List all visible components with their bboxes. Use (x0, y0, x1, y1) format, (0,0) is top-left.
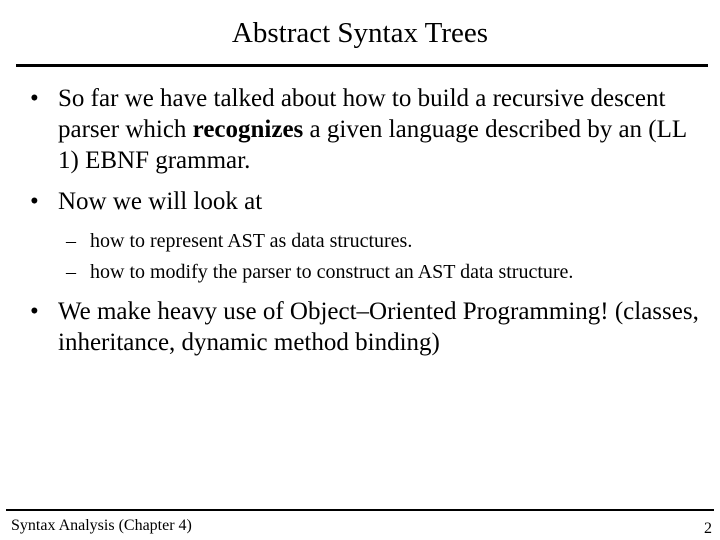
sub-bullet-item (66, 229, 706, 253)
bullet-text (58, 83, 700, 176)
bullet-item (30, 186, 700, 217)
sub-bullet-mark: – (66, 230, 76, 252)
sub-bullet-mark: – (66, 261, 76, 283)
bullet-text-part: So far we have talked about how to build a recursive descent parser which (58, 85, 666, 143)
bullet-mark: • (30, 85, 39, 112)
footer-label: Syntax Analysis (Chapter 4) (11, 517, 192, 534)
bullet-text: Now we will look at (58, 188, 263, 215)
bullet-item (30, 296, 700, 358)
bullet-text-part: a given language described by an (LL 1) EBNF grammar. (58, 116, 687, 174)
bullet-mark: • (30, 188, 39, 215)
bullet-text-bold: recognizes (192, 116, 304, 143)
bullet-item (30, 83, 700, 176)
title-divider (16, 64, 708, 67)
slide-title: Abstract Syntax Trees (231, 17, 489, 49)
page-number: 2 (704, 520, 712, 537)
sub-bullet-text: how to represent AST as data structures. (90, 230, 413, 252)
sub-bullet-text: how to modify the parser to construct an AST data structure. (90, 261, 574, 283)
sub-bullet-item (66, 260, 706, 284)
footer-divider (6, 509, 714, 511)
bullet-mark: • (30, 298, 39, 325)
bullet-text: We make heavy use of Object–Oriented Programming! (classes, inheritance, dynamic method binding) (58, 298, 699, 356)
